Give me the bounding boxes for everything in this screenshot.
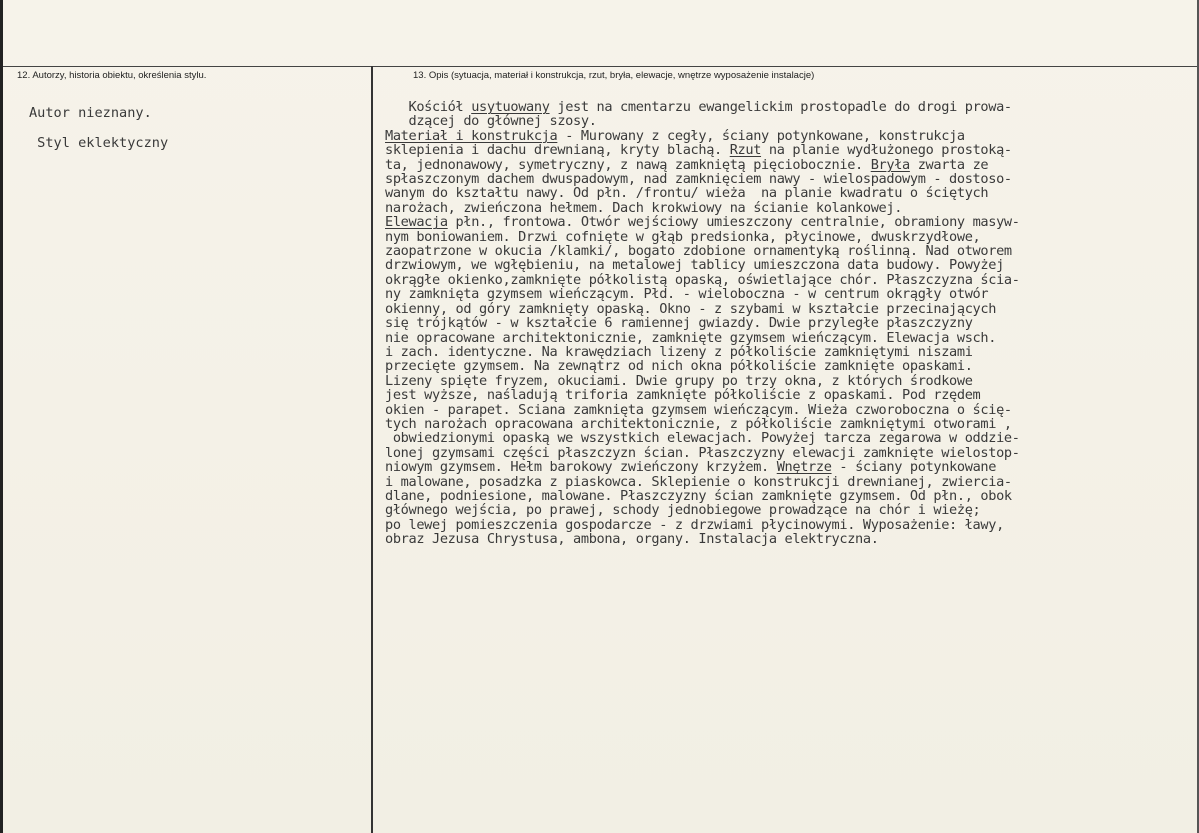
description-line	[385, 431, 1193, 445]
description-line	[385, 114, 1193, 128]
description-text: niowym gzymsem. Hełm barokowy zwieńczony krzyżem.	[385, 460, 777, 475]
description-text: obwiedzionymi opaską we wszystkich elewacjach. Powyżej tarcza zegarowa w oddzie-	[385, 431, 1020, 446]
underlined-term: Rzut	[729, 143, 762, 158]
section-13-body	[385, 100, 1193, 547]
description-text: drzwiowym, we wgłębieniu, na metalowej tablicy umieszczona data budowy. Powyżej	[385, 258, 1004, 273]
underlined-term: Materiał i konstrukcja	[385, 128, 558, 144]
description-text: nym boniowaniem. Drzwi cofnięte w głąb predsionka, płycinowe, dwuskrzydłowe,	[385, 229, 981, 245]
description-text: jest na cmentarzu ewangelickim prostopadle do drogi prowa-	[549, 100, 1012, 115]
description-line	[385, 258, 1193, 272]
header-rule	[3, 66, 1197, 67]
description-text: wanym do kształtu nawy. Od płn. /frontu/ wieża na planie kwadratu o ściętych	[385, 186, 989, 201]
description-line	[385, 201, 1193, 215]
description-text: - ściany potynkowane	[831, 460, 997, 475]
description-text: zwarta ze	[909, 157, 989, 173]
description-text: Kościół	[385, 100, 472, 115]
underlined-term: Wnętrze	[776, 460, 832, 475]
description-line	[385, 244, 1193, 258]
description-line	[385, 302, 1193, 316]
description-text: sklepienia i dachu drewnianą, kryty blachą.	[385, 143, 730, 158]
description-text: spłaszczonym dachem dwuspadowym, nad zamknięciem nawy - wielospadowym - dostoso-	[385, 172, 1012, 187]
description-text: przecięte gzymsem. Na zewnątrz od nich okna półkoliście zamknięte opaskami.	[385, 359, 973, 374]
description-line	[385, 359, 1193, 373]
description-text: - Murowany z cegły, ściany potynkowane, konstrukcja	[557, 128, 965, 144]
section-12-body	[29, 98, 168, 158]
description-line	[385, 186, 1193, 200]
description-text: ny zamknięta gzymsem wieńczącym. Płd. - wieloboczna - w centrum okrągły otwór	[385, 287, 989, 302]
description-line	[385, 100, 1193, 114]
description-line	[385, 215, 1193, 229]
section-12-header: 12. Autorzy, historia obiektu, określenia stylu.	[17, 70, 207, 81]
description-text: się trójkątów - w kształcie 6 ramiennej gwiazdy. Dwie przyległe płaszczyzny	[385, 316, 973, 331]
style-line: Styl eklektyczny	[29, 135, 169, 151]
description-line	[385, 316, 1193, 330]
description-line	[385, 475, 1193, 489]
description-text: na planie wydłużonego prostoką-	[761, 143, 1012, 158]
description-text: zaopatrzone w okucia /klamki/, bogato zdobione ornamentyką roślinną. Nad otworem	[385, 244, 1012, 259]
description-line	[385, 503, 1193, 517]
description-line	[385, 172, 1193, 186]
column-divider	[371, 66, 373, 833]
description-text: narożach, zwieńczona hełmem. Dach krokwiowy na ścianie kolankowej.	[385, 200, 903, 216]
description-text: dzącej do głównej szosy.	[385, 114, 597, 129]
description-text: tych narożach opracowana architektonicznie, z półkoliście zamkniętymi otworami ,	[385, 416, 1012, 432]
description-line	[385, 417, 1193, 431]
description-text: jest wyższe, naśladują triforia zamknięte półkoliście z opaskami. Pod rzędem	[385, 388, 981, 403]
description-line	[385, 287, 1193, 301]
description-text: obraz Jezusa Chrystusa, ambona, organy. Instalacja elektryczna.	[385, 532, 879, 547]
author-line: Autor nieznany.	[29, 105, 152, 121]
description-text: płn., frontowa. Otwór wejściowy umieszczony centralnie, obramiony masyw-	[447, 215, 1020, 230]
description-line	[385, 230, 1193, 244]
description-line	[385, 518, 1193, 532]
underlined-term: usytuowany	[471, 100, 550, 115]
description-text: głównego wejścia, po prawej, schody jednobiegowe prowadzące na chór i wieżę;	[385, 503, 981, 518]
description-text: Lizeny spięte fryzem, okuciami. Dwie grupy po trzy okna, z których środkowe	[385, 373, 973, 389]
description-text: dlane, podniesione, malowane. Płaszczyzny ścian zamknięte gzymsem. Od płn., obok	[385, 488, 1012, 504]
description-text: ta, jednonawowy, symetryczny, z nawą zamkniętą pięciobocznie.	[385, 157, 871, 173]
description-text: lonej gzymsami części płaszczyzn ścian. Płaszczyzny elewacji zamknięte wielostop-	[385, 445, 1020, 461]
description-text: okrągłe okienko,zamknięte półkolistą opaską, oświetlające chór. Płaszczyzna ścia-	[385, 272, 1020, 288]
description-line	[385, 388, 1193, 402]
description-line	[385, 345, 1193, 359]
description-text: i malowane, posadzka z piaskowca. Sklepienie o konstrukcji drewnianej, zwiercia-	[385, 474, 1012, 489]
underlined-term: Bryła	[870, 157, 910, 173]
description-line	[385, 273, 1193, 287]
description-text: okien - parapet. Ściana zamknięta gzymsem wieńczącym. Wieża czworoboczna o ścię-	[385, 402, 1012, 417]
description-line	[385, 374, 1193, 388]
description-line	[385, 129, 1193, 143]
section-13-header: 13. Opis (sytuacja, materiał i konstrukcja, rzut, bryła, elewacje, wnętrze wyposażenie instalacje)	[413, 70, 815, 81]
description-line	[385, 532, 1193, 546]
description-line	[385, 143, 1193, 157]
description-text: i zach. identyczne. Na krawędziach lizeny z półkoliście zamkniętymi niszami	[385, 344, 973, 360]
description-text: po lewej pomieszczenia gospodarcze - z drzwiami płycinowymi. Wyposażenie: ławy,	[385, 517, 1004, 533]
description-text: okienny, od góry zamknięty opaską. Okno - z szybami w kształcie przecinających	[385, 301, 997, 317]
underlined-term: Elewacja	[385, 215, 448, 230]
description-line	[385, 158, 1193, 172]
description-line	[385, 489, 1193, 503]
description-line	[385, 460, 1193, 474]
description-line	[385, 403, 1193, 417]
description-line	[385, 331, 1193, 345]
description-text: nie opracowane architektonicznie, zamknięte gzymsem wieńczącym. Elewacja wsch.	[385, 330, 997, 345]
description-line	[385, 446, 1193, 460]
